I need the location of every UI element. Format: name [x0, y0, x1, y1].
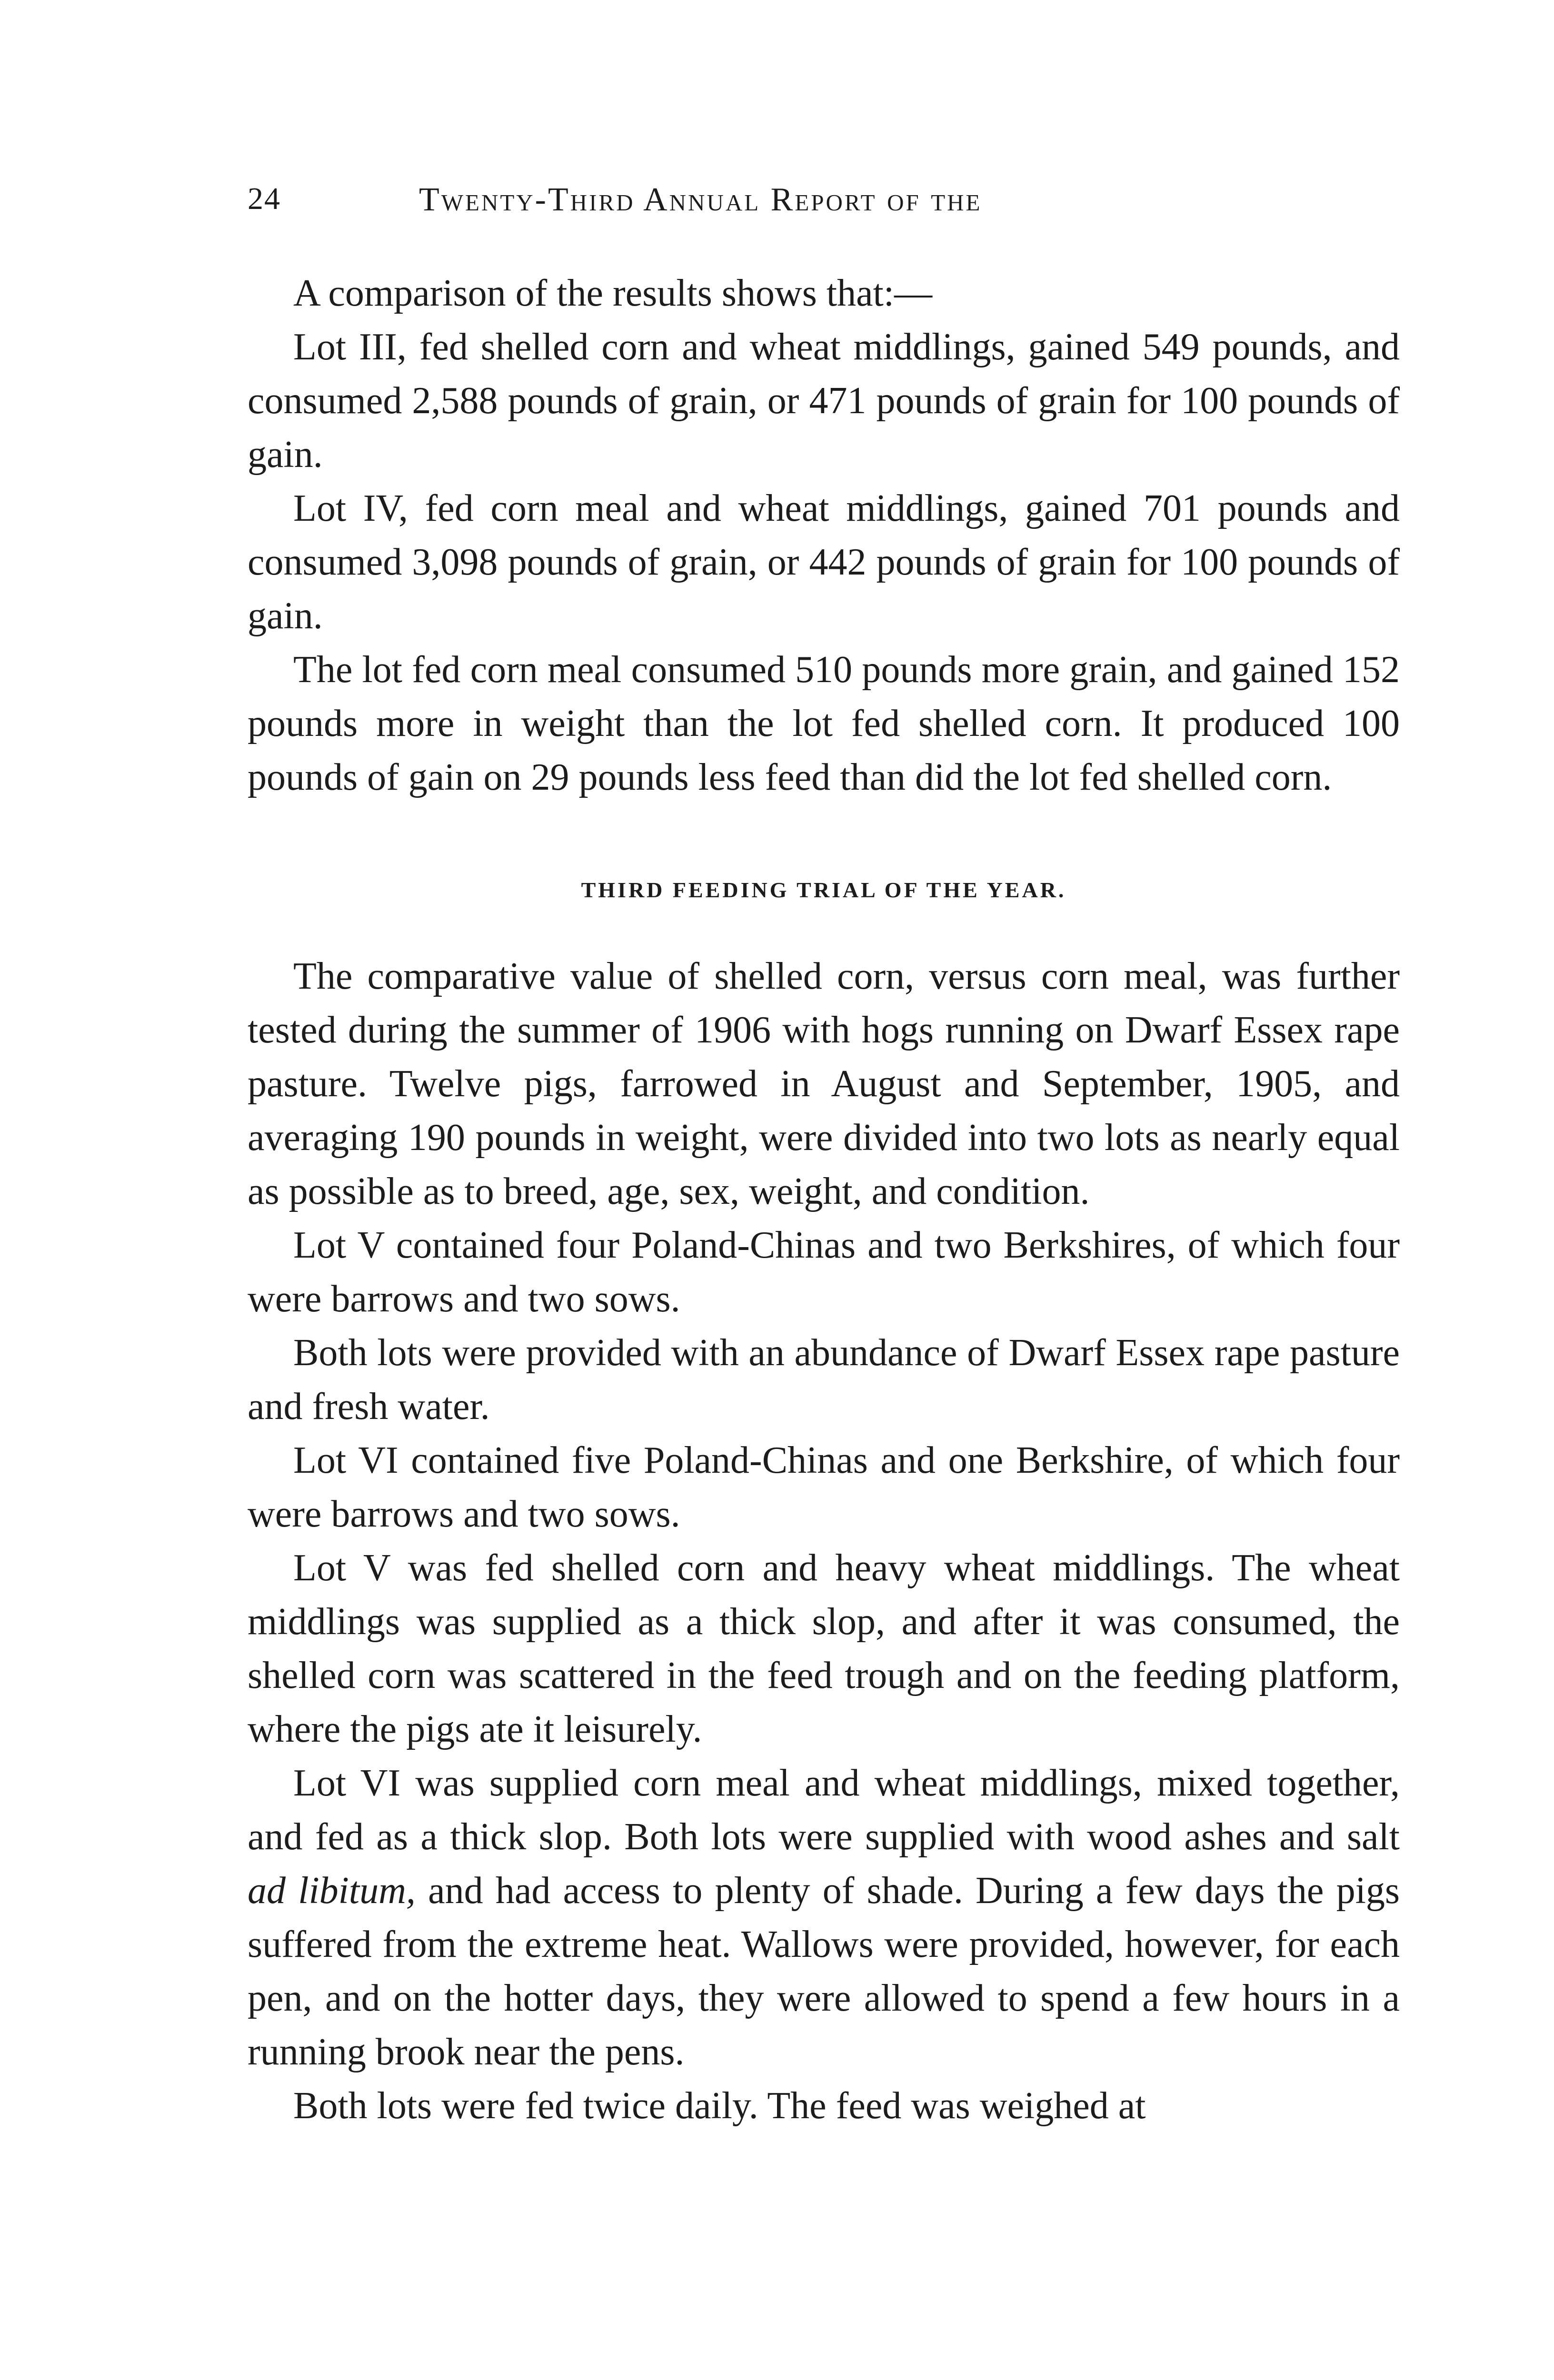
text-run: Lot VI was supplied corn meal and wheat middlings, mixed together, and fed as a thick slop. Both lots were supplied with wood ashes and salt: [248, 1762, 1400, 1858]
paragraph-lot-6-feeding: [248, 1756, 1400, 2079]
body-text: [248, 267, 1400, 2133]
spacer: [248, 804, 1400, 876]
paragraph-comparison-intro: A comparison of the results shows that:—: [293, 272, 933, 314]
paragraph-lot-6-composition: Lot VI contained five Poland-Chinas and one Berkshire, of which four were barrows and two sows.: [248, 1439, 1400, 1535]
paragraph-pasture: Both lots were provided with an abundance of Dwarf Essex rape pasture and fresh water.: [248, 1332, 1400, 1428]
paragraph-lot-4: Lot IV, fed corn meal and wheat middlings, gained 701 pounds and consumed 3,098 pounds of grain, or 442 pounds of grain for 100 pounds of gain.: [248, 487, 1400, 637]
paragraph-feeding-schedule: Both lots were fed twice daily. The feed was weighed at: [293, 2085, 1146, 2127]
paragraph-lot-3: Lot III, fed shelled corn and wheat middlings, gained 549 pounds, and consumed 2,588 pounds of grain, or 471 pounds of grain for 100 pounds of gain.: [248, 326, 1400, 476]
latin-phrase: ad libitum,: [248, 1870, 416, 1912]
spacer: [248, 904, 1400, 950]
section-heading: THIRD FEEDING TRIAL OF THE YEAR.: [581, 878, 1066, 902]
paragraph-lot-5-feeding: Lot V was fed shelled corn and heavy wheat middlings. The wheat middlings was supplied as a thick slop, and after it was consumed, the shelled corn was scattered in the feed trough and on the feeding platform, where the pigs ate it leisurely.: [248, 1547, 1400, 1750]
paragraph-trial-description: The comparative value of shelled corn, versus corn meal, was further tested during the summer of 1906 with hogs running on Dwarf Essex rape pasture. Twelve pigs, farrowed in August and September, 1905, and averaging 190 pounds in weight, were divided into two lots as nearly equal as possible as to breed, age, sex, weight, and condition.: [248, 955, 1400, 1212]
page-number: 24: [248, 181, 281, 216]
paragraph-lot-5-composition: Lot V contained four Poland-Chinas and two Berkshires, of which four were barrows and two sows.: [248, 1224, 1400, 1320]
paragraph-comparison-summary: The lot fed corn meal consumed 510 pounds more grain, and gained 152 pounds more in weight than the lot fed shelled corn. It produced 100 pounds of gain on 29 pounds less feed than did the lot fed shelled corn.: [248, 649, 1400, 798]
running-title: Twenty-Third Annual Report of the: [419, 181, 982, 218]
text-run: and had access to plenty of shade. During a few days the pigs suffered from the extreme heat. Wallows were provided, however, for each pen, and on the hotter days, they were allowed to spend a few hours in a running brook near the pens.: [248, 1870, 1400, 2073]
